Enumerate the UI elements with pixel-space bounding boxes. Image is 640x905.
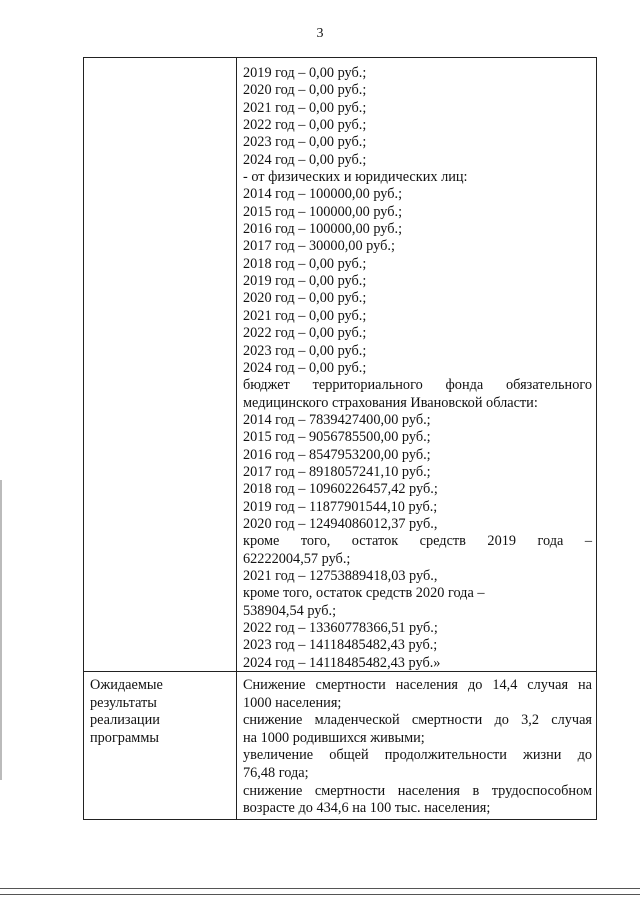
result-line: 76,48 года; [243,764,309,781]
funding-line: 2021 год – 12753889418,03 руб., [243,567,438,584]
funding-line: 2018 год – 10960226457,42 руб.; [243,481,438,498]
footer-rule [0,894,640,895]
funding-line: медицинского страхования Ивановской области: [243,394,538,411]
funding-line: 2020 год – 12494086012,37 руб., [243,515,438,532]
result-line: снижение смертности населения в трудоспособном [243,782,592,799]
funding-line: 2024 год – 14118485482,43 руб.» [243,654,441,671]
funding-cell [243,65,592,672]
program-table [83,57,597,820]
funding-line: 2017 год – 30000,00 руб.; [243,238,395,255]
funding-line: 2016 год – 100000,00 руб.; [243,221,403,238]
column-divider [236,58,237,819]
funding-line: 2021 год – 0,00 руб.; [243,99,367,116]
funding-line: 2024 год – 0,00 руб.; [243,151,367,168]
funding-line: 2022 год – 0,00 руб.; [243,325,367,342]
funding-line: кроме того, остаток средств 2019 года – [243,533,592,550]
footer-rule [0,888,640,889]
funding-line: 2019 год – 11877901544,10 руб.; [243,498,438,515]
funding-line: бюджет территориального фонда обязательного [243,377,592,394]
funding-line: 62222004,57 руб.; [243,550,351,567]
label-line: результаты [90,694,157,711]
funding-line: 2022 год – 13360778366,51 руб.; [243,620,438,636]
scan-edge-mark [0,480,2,780]
funding-line: 2015 год – 100000,00 руб.; [243,203,403,220]
label-line: реализации [90,712,160,729]
expected-results-label [90,677,230,747]
funding-line: 538904,54 руб.; [243,602,337,619]
funding-line: 2014 год – 7839427400,00 руб.; [243,411,431,428]
result-line: Снижение смертности населения до 14,4 случая на [243,677,592,693]
expected-results-cell [243,677,592,818]
funding-line: - от физических и юридических лиц: [243,169,468,186]
funding-line: 2020 год – 0,00 руб.; [243,82,367,99]
result-line: снижение младенческой смертности до 3,2 случая [243,712,592,729]
funding-line: 2018 год – 0,00 руб.; [243,255,367,272]
result-line: на 1000 родившихся живыми; [243,729,425,746]
label-line: программы [90,729,160,746]
funding-line: 2024 год – 0,00 руб.; [243,359,367,376]
result-line: возрасте до 434,6 на 100 тыс. населения; [243,800,491,817]
funding-line: кроме того, остаток средств 2020 года – [243,585,485,602]
funding-line: 2023 год – 14118485482,43 руб.; [243,637,438,654]
funding-line: 2019 год – 0,00 руб.; [243,273,367,290]
funding-line: 2021 год – 0,00 руб.; [243,307,367,324]
funding-line: 2014 год – 100000,00 руб.; [243,186,403,203]
funding-line: 2016 год – 8547953200,00 руб.; [243,446,431,463]
result-line: 1000 населения; [243,694,342,711]
page-number: 3 [316,26,324,41]
funding-line: 2023 год – 0,00 руб.; [243,134,367,151]
funding-line: 2023 год – 0,00 руб.; [243,342,367,359]
result-line: увеличение общей продолжительности жизни до [243,747,592,764]
funding-line: 2020 год – 0,00 руб.; [243,290,367,307]
funding-line: 2017 год – 8918057241,10 руб.; [243,463,431,480]
funding-line: 2019 год – 0,00 руб.; [243,65,367,81]
funding-line: 2015 год – 9056785500,00 руб.; [243,429,431,446]
label-line: Ожидаемые [90,677,163,693]
funding-line: 2022 год – 0,00 руб.; [243,117,367,134]
